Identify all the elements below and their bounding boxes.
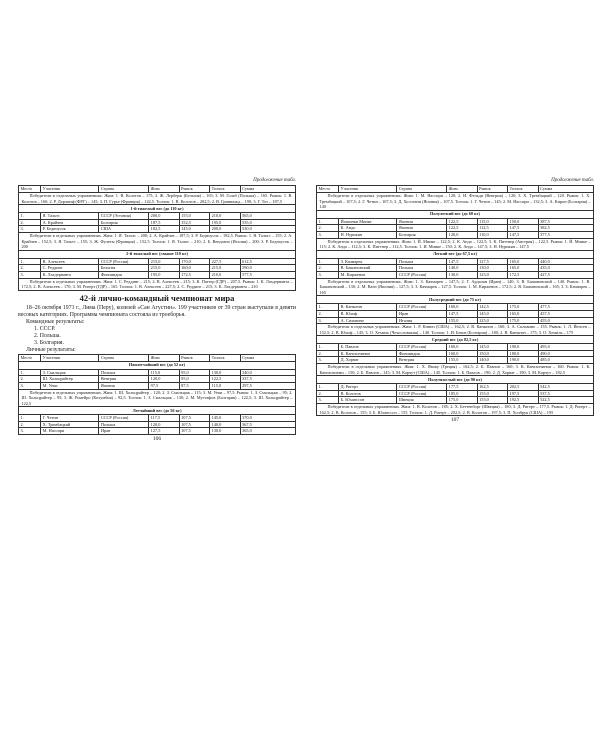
- winners-paragraph: Победители в отдельных упражнениях. Жим: 1. Р. Книпп (США) – 162,5; 2. В. Каныгин – 160; 3. А. Сильвино – 155. Рывок: 1. Л. Йенсен – 152,5; 2. В. Юхиф – 145; 3. О. Хемиль (Чехословакия) – 140. Толчок: 1. И. Беков (Болгария) – 180; 2. В. Каныгин – 175; 3. О. Хемиль – 175: [317, 324, 594, 336]
- table-header-cell: Участник: [339, 186, 397, 193]
- category-title: 2-й тяжелый вес (свыше 110 кг): [19, 250, 296, 258]
- table-cell: 2.: [19, 219, 41, 226]
- table-cell: 155,0: [447, 357, 477, 364]
- table-cell: 162,5: [477, 384, 507, 391]
- table-cell: 612,5: [240, 258, 295, 265]
- table-cell: 165,0: [508, 258, 538, 265]
- table-cell: 107,5: [179, 421, 209, 428]
- table-cell: 215,0: [149, 265, 179, 272]
- table-header-cell: Страна: [397, 186, 447, 193]
- table-row: [317, 265, 594, 272]
- table-cell: Япония: [99, 382, 149, 389]
- continuation-label: Продолжение табл.: [551, 178, 594, 183]
- table-cell: 370,0: [240, 415, 295, 422]
- section-title: 42-й лично-командный чемпионат мира: [79, 292, 235, 303]
- table-cell: 200,0: [210, 226, 240, 233]
- table-cell: 175,0: [508, 304, 538, 311]
- winners-paragraph: Победители в отдельных упражнениях. Жим: 1. В. Колотов – 175; 2. Ж. Лерберж (Бельгия) – 165; 3. М. Голаб (Польша) – 165. Рывок: 1. В. Колотов – 160; 2. Р. Дорлинф (ФРГ) – 145; 3. П. Гурье (Франция) – 142,5. Толчок: 1. В. Колотов – 202,5; 2. В. Гринвальд – 190; 3. Г. Тот – 187,5: [19, 193, 296, 205]
- table-cell: Венгрия: [397, 357, 447, 364]
- category-title: Полулегкий вес (до 60 кг): [317, 210, 594, 218]
- table-cell: 367,5: [240, 421, 295, 428]
- table-cell: 455,0: [538, 317, 593, 324]
- table-cell: 215,0: [149, 258, 179, 265]
- table-cell: СССР (Россия): [397, 384, 447, 391]
- table-cell: В. Алексеев: [41, 258, 99, 265]
- table-cell: 3.: [19, 226, 41, 233]
- table-cell: 3.: [19, 428, 41, 435]
- winners-paragraph: Победители в отдельных упражнениях. Жим: 1. Й. Миике – 122,5; 2. К. Андо – 122,5; 3. К. Питтнер (Австрия) – 122,5. Рывок: 1. Й. Миике – 115; 2. К. Андо – 112,5; 3. К. Питтнер – 112,5. Толчок: 1. И. Миике – 150; 2. К. Андо – 147,5; 3. Н. Нурикян – 147,5: [317, 238, 594, 250]
- table-cell: 145,0: [477, 344, 507, 351]
- table-cell: 382,5: [538, 225, 593, 232]
- intro-paragraph: 18–26 октября 1971 г., Лима (Перу), колизей «Сан Агустин». 199 участников от 39 стран выступали в девяти весовых категориях. Программа чемпионата состояла из троеборья.: [18, 304, 296, 318]
- table-cell: 147,5: [508, 231, 538, 238]
- table-row: [19, 415, 296, 422]
- table-cell: Финляндия: [397, 350, 447, 357]
- table-cell: Польша: [99, 421, 149, 428]
- table-cell: В. Башановский: [339, 265, 397, 272]
- table-cell: 145,0: [179, 226, 209, 233]
- table-cell: 200,0: [149, 213, 179, 220]
- table-cell: 542,5: [538, 384, 593, 391]
- table-cell: 530,0: [240, 226, 295, 233]
- category-title: Полусредний вес (до 75 кг): [317, 296, 594, 304]
- team-results-label: Командные результаты:: [26, 318, 85, 325]
- table-cell: Япония: [397, 218, 447, 225]
- table-cell: Иран: [397, 310, 447, 317]
- table-cell: 120,0: [149, 376, 179, 383]
- results-table-heavy: [18, 185, 296, 291]
- table-cell: 110,0: [477, 231, 507, 238]
- table-cell: 172,5: [508, 271, 538, 278]
- category-title: Полутяжелый вес (до 90 кг): [317, 376, 594, 384]
- table-cell: 175,0: [447, 397, 477, 404]
- table-row: [19, 271, 296, 278]
- table-cell: Д. Хорват: [339, 357, 397, 364]
- table-cell: 107,5: [179, 415, 209, 422]
- header-press: Жим: [149, 186, 179, 193]
- table-cell: 95,0: [179, 376, 209, 383]
- table-cell: 120,0: [149, 421, 179, 428]
- table-cell: 182,5: [149, 226, 179, 233]
- table-cell: 145,0: [210, 415, 240, 422]
- table-row: [317, 350, 594, 357]
- table-row: [19, 265, 296, 272]
- table-cell: В. Каныгин: [339, 304, 397, 311]
- table-cell: М. Нассири: [41, 428, 99, 435]
- table-cell: 522,5: [538, 397, 593, 404]
- table-cell: 202,5: [508, 384, 538, 391]
- table-cell: 185,0: [447, 390, 477, 397]
- table-row: [317, 304, 594, 311]
- table-cell: 122,5: [447, 225, 477, 232]
- table-cell: 377,5: [538, 231, 593, 238]
- winners-paragraph: Победители в отдельных упражнениях. Жим: 1. Я. Тальтс – 200; 2. А. Крайчев – 187,5; 3. Р. Бедноусок – 182,5. Рывок: 1. Я. Тальтс – 155; 2. А. Крайчев – 152,5; 3. Я. Тальтс – 155; 3. Ж. Фулеты (Франция) – 152,5. Толчок: 1. Я. Тальтс – 210; 2. Б. Вендзано (Италия) – 200; 3. Р. Бедноусок – 200: [19, 232, 296, 250]
- table-header-cell: Место: [19, 354, 41, 361]
- table-cell: 1.: [19, 213, 41, 220]
- table-cell: 165,0: [508, 265, 538, 272]
- table-cell: 140,0: [477, 357, 507, 364]
- table-cell: Венгрия: [99, 376, 149, 383]
- table-cell: 210,0: [210, 213, 240, 220]
- table-cell: 210,0: [210, 271, 240, 278]
- table-cell: Р. Бедноусок: [41, 226, 99, 233]
- table-cell: 147,5: [508, 225, 538, 232]
- table-cell: Х. Трембацкий: [41, 421, 99, 428]
- table-cell: 297,5: [240, 382, 295, 389]
- table-cell: 115,0: [477, 218, 507, 225]
- table-cell: 175,0: [508, 317, 538, 324]
- table-cell: 2.: [317, 390, 339, 397]
- table-cell: М. Уеки: [41, 382, 99, 389]
- table-cell: 140,0: [447, 265, 477, 272]
- table-row: [19, 421, 296, 428]
- header-jerk: Толчок: [210, 186, 240, 193]
- table-row: [317, 357, 594, 364]
- table-cell: А. Крайчев: [41, 219, 99, 226]
- table-cell: Болгария: [99, 219, 149, 226]
- table-row: [317, 397, 594, 404]
- table-cell: 485,0: [538, 357, 593, 364]
- table-cell: 170,0: [179, 258, 209, 265]
- table-cell: Б. Павлов: [339, 344, 397, 351]
- table-cell: 180,0: [508, 350, 538, 357]
- table-cell: 122,5: [447, 218, 477, 225]
- table-cell: 477,5: [538, 304, 593, 311]
- table-header-cell: Толчок: [508, 186, 538, 193]
- header-total: Сумма: [240, 186, 295, 193]
- table-cell: СССР (Эстония): [99, 213, 149, 220]
- table-cell: 115,0: [149, 369, 179, 376]
- table-cell: М. Кирженов: [339, 271, 397, 278]
- winners-paragraph: Победители в отдельных упражнениях. Жим: 1. Ш. Хольцрайтер – 120; 2. З. Смальцаж – 115; 3. М. Уеки – 97,5. Рывок: 1. З. Смальцаж – 95; 2. Ш. Хольцрайтер – 95; 3. Ж. Ромейро (Колумбия) – 92,5. Толчок: 1. З. Смальцаж – 130; 2. М. Мустафов (Болгария) – 122,5; 3. Ш. Хольцрайтер – 122,5: [19, 389, 296, 407]
- winners-paragraph: Победители в отдельных упражнениях. Жим: 1. С. Реддинг – 215; 2. В. Алексеев – 215; 3. К. Паттер (ГДР) – 207,5. Рывок: 1. К. Лахдерванта – 172,5; 2. В. Алексеев – 170; 3. М. Ригерт (ГДР) – 165. Толчок: 1. В. Алексеев – 227,5; 2. С. Реддинг – 215; 3. К. Лахдерванта – 210: [19, 278, 296, 290]
- table-cell: 125,0: [477, 271, 507, 278]
- table-cell: 490,0: [538, 350, 593, 357]
- table-cell: 565,0: [240, 213, 295, 220]
- table-header-cell: Сумма: [538, 186, 593, 193]
- table-cell: Польша: [397, 265, 447, 272]
- table-cell: Швеция: [397, 397, 447, 404]
- table-cell: Иран: [99, 428, 149, 435]
- table-cell: 147,5: [447, 258, 477, 265]
- table-row: [19, 226, 296, 233]
- table-cell: Польша: [99, 369, 149, 376]
- table-row: [19, 428, 296, 435]
- list-item: 3. Болгария.: [34, 339, 64, 346]
- table-cell: СССР (Россия): [397, 304, 447, 311]
- table-cell: 155,0: [447, 317, 477, 324]
- table-cell: 160,0: [179, 265, 209, 272]
- table-cell: 340,0: [240, 369, 295, 376]
- table-cell: 95,0: [179, 369, 209, 376]
- table-cell: 160,0: [447, 304, 477, 311]
- results-table-1971: [18, 354, 296, 435]
- table-row: [317, 271, 594, 278]
- winners-paragraph: Победители в отдельных упражнениях. Жим: 1. Х. Явоку (Греция) – 162,5; 2. Б. Павлов – 160; 3. К. Кангасниеми – 160. Рывок: 1. К. Кангасниеми – 150; 2. Б. Павлов – 145; 3. М. Карчут (США) – 145. Толчок: 1. Б. Павлов – 190; 2. Д. Хорват – 190; 3. М. Карчут – 182,5: [317, 364, 594, 376]
- table-cell: 2.: [19, 376, 41, 383]
- table-cell: 2.: [317, 310, 339, 317]
- table-cell: 1.: [19, 369, 41, 376]
- table-cell: 87,5: [179, 382, 209, 389]
- table-cell: 147,5: [447, 310, 477, 317]
- left-page: [18, 178, 296, 443]
- table-header-cell: Рывок: [179, 354, 209, 361]
- table-cell: 190,0: [508, 357, 538, 364]
- table-cell: Д. Ригерт: [339, 384, 397, 391]
- table-cell: 227,5: [210, 258, 240, 265]
- table-row: [317, 344, 594, 351]
- team-results-list: [18, 326, 296, 347]
- table-cell: 337,5: [240, 376, 295, 383]
- table-cell: 130,0: [210, 428, 240, 435]
- table-row: [317, 384, 594, 391]
- table-header-cell: Страна: [99, 354, 149, 361]
- table-row: [19, 213, 296, 220]
- table-row: [19, 258, 296, 265]
- table-cell: К. Андо: [339, 225, 397, 232]
- category-title: Легчайший вес (до 56 кг): [19, 407, 296, 415]
- table-cell: 3.: [317, 357, 339, 364]
- table-header-cell: Жим: [447, 186, 477, 193]
- table-cell: 152,5: [179, 219, 209, 226]
- table-cell: С. Реддинг: [41, 265, 99, 272]
- category-title: Наилегчайший вес (до 52 кг): [19, 361, 296, 369]
- table-cell: 1.: [317, 384, 339, 391]
- table-cell: Б. Юханссон: [339, 397, 397, 404]
- table-cell: 3.: [19, 271, 41, 278]
- table-cell: 192,5: [508, 397, 538, 404]
- table-cell: Н. Нурикян: [339, 231, 397, 238]
- table-cell: Япония: [397, 225, 447, 232]
- table-header-cell: Рывок: [477, 186, 507, 193]
- table-cell: 435,0: [538, 265, 593, 272]
- table-cell: 165,0: [508, 310, 538, 317]
- header-country: Страна: [99, 186, 149, 193]
- list-item: 1. СССР.: [34, 325, 56, 332]
- header-place: Место: [19, 186, 41, 193]
- table-cell: 387,5: [538, 218, 593, 225]
- category-title: Легкий вес (до 67,5 кг): [317, 250, 594, 258]
- table-cell: 127,5: [149, 428, 179, 435]
- table-cell: 190,0: [508, 344, 538, 351]
- table-cell: К. Кангасниеми: [339, 350, 397, 357]
- table-cell: 197,5: [508, 390, 538, 397]
- table-cell: 155,0: [477, 390, 507, 397]
- table-cell: З. Смальцаж: [41, 369, 99, 376]
- table-cell: СССР (Россия): [397, 390, 447, 397]
- table-cell: 130,0: [447, 271, 477, 278]
- table-cell: Польша: [397, 258, 447, 265]
- table-cell: 2.: [317, 350, 339, 357]
- table-cell: 2.: [19, 421, 41, 428]
- table-cell: 365,0: [240, 428, 295, 435]
- table-row: [317, 231, 594, 238]
- table-cell: 115,0: [210, 382, 240, 389]
- table-cell: 160,0: [447, 350, 477, 357]
- table-cell: 187,5: [149, 219, 179, 226]
- page-number: 106: [152, 436, 162, 443]
- table-row: [317, 317, 594, 324]
- table-cell: 2.: [317, 265, 339, 272]
- table-cell: 140,0: [210, 421, 240, 428]
- table-row: [317, 258, 594, 265]
- table-cell: 2.: [317, 225, 339, 232]
- table-cell: США: [99, 226, 149, 233]
- table-row: [19, 382, 296, 389]
- table-cell: 535,0: [240, 219, 295, 226]
- table-cell: Йошинки Миике: [339, 218, 397, 225]
- table-cell: 1.: [317, 218, 339, 225]
- table-row: [19, 369, 296, 376]
- table-cell: 427,5: [538, 271, 593, 278]
- table-cell: 2.: [19, 265, 41, 272]
- table-cell: 1.: [317, 258, 339, 265]
- category-title: 1-й тяжелый вес (до 110 кг): [19, 205, 296, 213]
- table-cell: 130,0: [477, 265, 507, 272]
- table-cell: 177,5: [447, 384, 477, 391]
- table-header-cell: Место: [317, 186, 339, 193]
- table-cell: Италия: [397, 317, 447, 324]
- table-header-cell: Участник: [41, 354, 99, 361]
- table-cell: А. Сильвино: [339, 317, 397, 324]
- table-cell: 1.: [19, 258, 41, 265]
- table-cell: 122,5: [210, 376, 240, 383]
- table-cell: 150,0: [477, 350, 507, 357]
- table-header: [19, 186, 296, 193]
- table-cell: 145,0: [477, 310, 507, 317]
- right-page: [316, 178, 594, 424]
- table-cell: СССР (Россия): [397, 344, 447, 351]
- table-cell: 150,0: [508, 218, 538, 225]
- header-athlete: Участник: [41, 186, 99, 193]
- table-header-cell: Сумма: [240, 354, 295, 361]
- personal-results-label: Личные результаты:: [26, 346, 76, 353]
- table-row: [317, 390, 594, 397]
- table-cell: В. Юхиф: [339, 310, 397, 317]
- table-cell: 107,5: [179, 428, 209, 435]
- table-cell: 3.: [317, 397, 339, 404]
- table-cell: 195,0: [149, 271, 179, 278]
- table-cell: 3.: [317, 231, 339, 238]
- table-cell: 1.: [19, 415, 41, 422]
- table-cell: 117,5: [149, 415, 179, 422]
- table-cell: 3.: [317, 317, 339, 324]
- table-cell: 142,5: [477, 304, 507, 311]
- table-cell: 130,0: [210, 369, 240, 376]
- table-cell: З. Качмарек: [339, 258, 397, 265]
- table-cell: 160,0: [447, 344, 477, 351]
- list-item: 2. Польша.: [34, 332, 61, 339]
- table-cell: 537,5: [538, 390, 593, 397]
- page-number: 107: [450, 417, 460, 424]
- winners-paragraph: Победители в отдельных упражнениях. Жим: 1. В. Колотов – 185; 2. Х. Беттенборг (Швеция) – 180; 3. Д. Ригерт – 177,5. Рывок: 1. Д. Ригерт – 162,5; 2. В. Колотов – 155; 3. Б. Юханссон – 155. Толчок: 1. Д. Ригерт – 202,5; 2. В. Колотов – 197,5; 3. П. Холбрук (США) – 195: [317, 404, 594, 416]
- winners-paragraph: Победители в отдельных упражнениях. Жим: 1. М. Нассири – 120; 2. И. Фельди (Венгрия) – 120; 3. Х. Трембацкий – 120. Рывок: 1. Х. Трембацкий – 107,5; 2. Г. Четин – 107,5; 3. Д. Хосотани (Япония) – 107,5. Толчок: 1. Г. Четин – 145; 2. М. Нассири – 132,5; 3. А. Кирон (Болгария) – 140: [317, 193, 594, 211]
- table-row: [19, 376, 296, 383]
- table-cell: 155,0: [477, 397, 507, 404]
- table-cell: Я. Тальтс: [41, 213, 99, 220]
- table-cell: СССР (Россия): [99, 415, 149, 422]
- table-cell: СССР (Россия): [397, 271, 447, 278]
- table-cell: 577,5: [240, 271, 295, 278]
- table-header-cell: Жим: [149, 354, 179, 361]
- table-cell: 120,0: [447, 231, 477, 238]
- table-cell: 172,5: [179, 271, 209, 278]
- header-snatch: Рывок: [179, 186, 209, 193]
- table-cell: Бельгия: [99, 265, 149, 272]
- table-header-cell: Толчок: [210, 354, 240, 361]
- table-cell: 155,0: [179, 213, 209, 220]
- table-cell: 1.: [317, 304, 339, 311]
- table-cell: 215,0: [210, 265, 240, 272]
- table-cell: 495,0: [538, 344, 593, 351]
- winners-paragraph: Победители в отдельных упражнениях. Жим: 1. З. Качмарек – 147,5; 2. Г. Ардалан (Иран) – 140; 3. В. Башановский – 140. Рывок: 1. В. Башановский – 130; 2. М. Ванэ (Япония) – 127,5; 3. З. Качмарек – 127,5. Толчок: 1. М. Кирженов – 172,5; 2. В. Башановский – 165; 3. З. Качмарек – 165: [317, 278, 594, 296]
- table-header: [19, 354, 296, 361]
- results-table-continued: [316, 185, 594, 416]
- table-cell: Г. Четин: [41, 415, 99, 422]
- table-cell: В. Колотов: [339, 390, 397, 397]
- table-cell: 97,5: [149, 382, 179, 389]
- table-cell: 3.: [19, 382, 41, 389]
- table-cell: 590,0: [240, 265, 295, 272]
- continuation-label: Продолжение табл.: [253, 178, 296, 183]
- table-cell: СССР (Россия): [99, 258, 149, 265]
- table-cell: Болгария: [397, 231, 447, 238]
- table-row: [317, 225, 594, 232]
- table-cell: К. Лахдерванта: [41, 271, 99, 278]
- table-cell: 112,5: [477, 225, 507, 232]
- table-cell: 3.: [317, 271, 339, 278]
- table-row: [19, 219, 296, 226]
- table-cell: 195,0: [210, 219, 240, 226]
- table-header: [317, 186, 594, 193]
- category-title: Средний вес (до 82,5 кг): [317, 336, 594, 344]
- table-cell: Финляндия: [99, 271, 149, 278]
- table-cell: 440,0: [538, 258, 593, 265]
- table-cell: 125,0: [477, 317, 507, 324]
- table-row: [317, 310, 594, 317]
- table-cell: 127,5: [477, 258, 507, 265]
- table-cell: 457,5: [538, 310, 593, 317]
- table-cell: Ш. Хольцрайтер: [41, 376, 99, 383]
- table-cell: 1.: [317, 344, 339, 351]
- table-row: [317, 218, 594, 225]
